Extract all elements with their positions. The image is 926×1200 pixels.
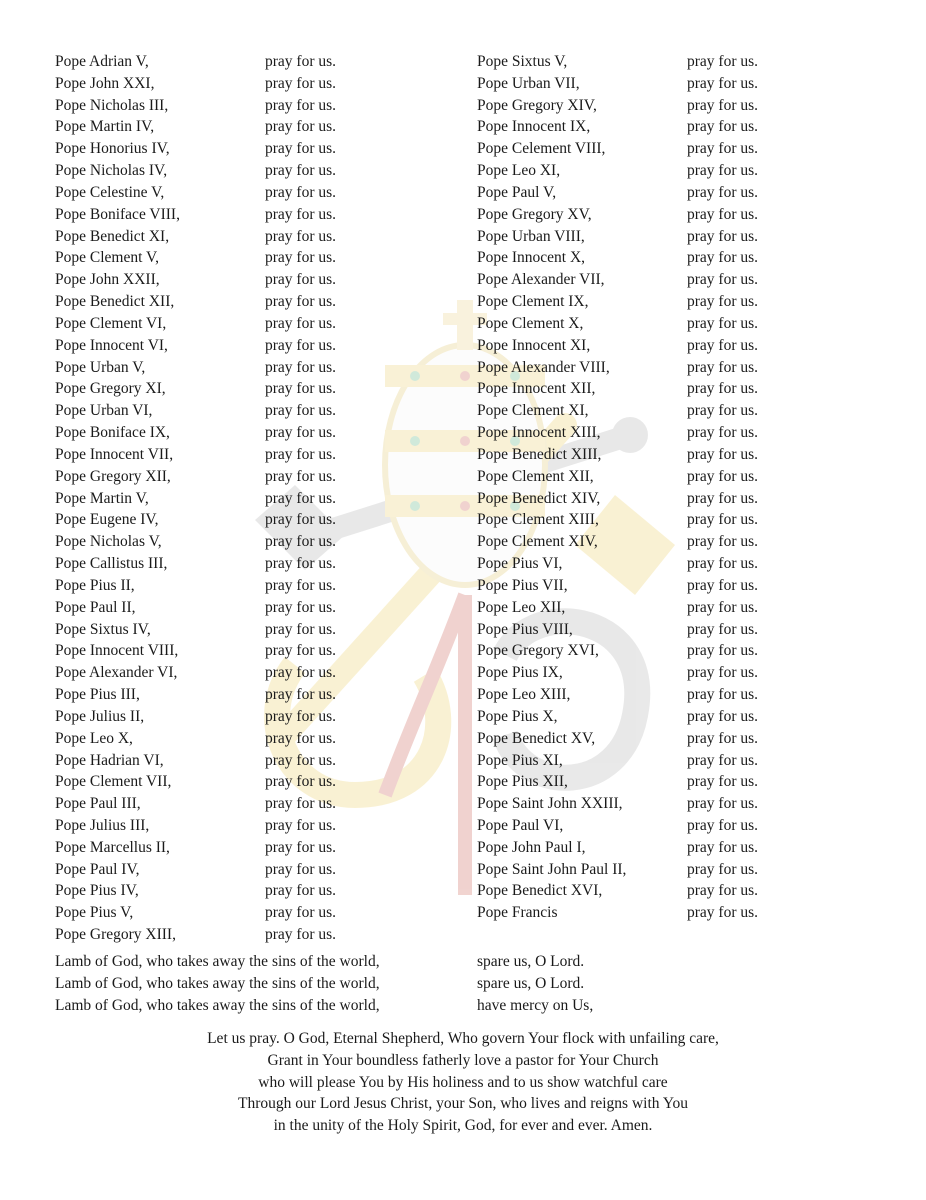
response: pray for us. (687, 467, 759, 485)
pope-name: Pope Innocent VII, (55, 445, 174, 463)
response: pray for us. (265, 96, 337, 114)
pope-name: Pope John XXII, (55, 271, 160, 289)
response: pray for us. (265, 424, 337, 442)
agnus-dei-response: have mercy on Us, (477, 996, 594, 1014)
response: pray for us. (265, 816, 337, 834)
pope-name: Pope Paul IV, (55, 860, 140, 878)
prayer-line: Grant in Your boundless fatherly love a pastor for Your Church (267, 1051, 659, 1069)
response: pray for us. (265, 74, 337, 92)
response: pray for us. (687, 620, 759, 638)
pope-name: Pope Eugene IV, (55, 511, 159, 529)
pope-name: Pope Honorius IV, (55, 140, 170, 158)
response: pray for us. (687, 183, 759, 201)
response: pray for us. (687, 511, 759, 529)
pope-name: Pope Leo XIII, (477, 686, 571, 704)
pope-name: Pope Benedict XI, (55, 227, 170, 245)
response: pray for us. (265, 838, 337, 856)
pope-name: Pope Urban VIII, (477, 227, 585, 245)
response: pray for us. (265, 467, 337, 485)
pope-name: Pope Francis (477, 904, 558, 922)
response: pray for us. (687, 686, 759, 704)
response: pray for us. (265, 249, 337, 267)
response: pray for us. (265, 205, 337, 223)
pope-name: Pope Pius IV, (55, 882, 139, 900)
response: pray for us. (265, 162, 337, 180)
response: pray for us. (687, 227, 759, 245)
response: pray for us. (687, 489, 759, 507)
pope-name: Pope Urban V, (55, 358, 146, 376)
pope-name: Pope Nicholas V, (55, 533, 162, 551)
response: pray for us. (687, 533, 759, 551)
response: pray for us. (265, 511, 337, 529)
pope-name: Pope Clement XIII, (477, 511, 599, 529)
pope-name: Pope Callistus III, (55, 555, 168, 573)
response: pray for us. (687, 642, 759, 660)
response: pray for us. (687, 445, 759, 463)
closing-prayer (0, 1028, 926, 1137)
pope-name: Pope Pius VIII, (477, 620, 573, 638)
pope-name: Pope Gregory XV, (477, 205, 592, 223)
agnus-dei-invocation: Lamb of God, who takes away the sins of the world, (55, 996, 380, 1014)
pope-name: Pope Benedict XIII, (477, 445, 602, 463)
pope-name: Pope Alexander VI, (55, 664, 178, 682)
pope-name: Pope Pius XI, (477, 751, 563, 769)
response: pray for us. (687, 882, 759, 900)
response: pray for us. (265, 598, 337, 616)
pope-name: Pope Martin IV, (55, 118, 155, 136)
response: pray for us. (265, 358, 337, 376)
pope-name: Pope Clement XII, (477, 467, 594, 485)
pope-name: Pope Innocent XIII, (477, 424, 601, 442)
prayer-line: Through our Lord Jesus Christ, your Son, who lives and reigns with You (238, 1095, 688, 1113)
pope-name: Pope Paul V, (477, 183, 557, 201)
response: pray for us. (265, 729, 337, 747)
pope-name: Pope Clement VII, (55, 773, 172, 791)
pope-name: Pope Pius III, (55, 686, 140, 704)
pope-name: Pope Gregory XVI, (477, 642, 599, 660)
response: pray for us. (265, 314, 337, 332)
response: pray for us. (265, 336, 337, 354)
response: pray for us. (687, 402, 759, 420)
pope-name: Pope Nicholas IV, (55, 162, 168, 180)
response: pray for us. (265, 620, 337, 638)
pope-name: Pope Paul VI, (477, 816, 564, 834)
prayer-line: in the unity of the Holy Spirit, God, for ever and ever. Amen. (273, 1117, 653, 1135)
pope-name: Pope Benedict XII, (55, 293, 175, 311)
pope-name: Pope Paul III, (55, 795, 141, 813)
pope-name: Pope Benedict XIV, (477, 489, 601, 507)
pope-name: Pope Pius VII, (477, 576, 568, 594)
agnus-dei-invocation: Lamb of God, who takes away the sins of the world, (55, 974, 380, 992)
response: pray for us. (265, 227, 337, 245)
pope-name: Pope Boniface VIII, (55, 205, 180, 223)
pope-name: Pope Pius II, (55, 576, 135, 594)
response: pray for us. (687, 53, 759, 70)
response: pray for us. (265, 293, 337, 311)
response: pray for us. (687, 314, 759, 332)
pope-name: Pope John Paul I, (477, 838, 586, 856)
response: pray for us. (687, 816, 759, 834)
pope-name: Pope Boniface IX, (55, 424, 170, 442)
pope-name: Pope Julius III, (55, 816, 150, 834)
agnus-dei-invocation: Lamb of God, who takes away the sins of the world, (55, 953, 380, 970)
pope-name: Pope Pius VI, (477, 555, 563, 573)
response: pray for us. (687, 358, 759, 376)
response: pray for us. (687, 162, 759, 180)
pope-name: Pope Pius XII, (477, 773, 568, 791)
pope-name: Pope Pius V, (55, 904, 134, 922)
pope-name: Pope Innocent VI, (55, 336, 168, 354)
response: pray for us. (687, 380, 759, 398)
response: pray for us. (687, 336, 759, 354)
pope-name: Pope Hadrian VI, (55, 751, 164, 769)
response: pray for us. (265, 555, 337, 573)
response: pray for us. (687, 424, 759, 442)
response: pray for us. (687, 576, 759, 594)
pope-name: Pope Gregory XIV, (477, 96, 597, 114)
response: pray for us. (687, 751, 759, 769)
response: pray for us. (265, 576, 337, 594)
pope-name: Pope Gregory XII, (55, 467, 171, 485)
pope-name: Pope Pius IX, (477, 664, 563, 682)
response: pray for us. (687, 271, 759, 289)
pope-name: Pope Innocent VIII, (55, 642, 179, 660)
pope-name: Pope Benedict XVI, (477, 882, 603, 900)
pope-name: Pope Martin V, (55, 489, 149, 507)
pope-name: Pope Clement X, (477, 314, 584, 332)
response: pray for us. (265, 882, 337, 900)
response: pray for us. (687, 795, 759, 813)
response: pray for us. (265, 926, 337, 944)
response: pray for us. (687, 249, 759, 267)
response: pray for us. (687, 74, 759, 92)
response: pray for us. (265, 707, 337, 725)
pope-name: Pope Innocent XI, (477, 336, 591, 354)
pope-name: Pope Pius X, (477, 707, 558, 725)
response: pray for us. (265, 795, 337, 813)
pope-name: Pope Alexander VIII, (477, 358, 610, 376)
pope-name: Pope Marcellus II, (55, 838, 170, 856)
pope-name: Pope Urban VI, (55, 402, 153, 420)
pope-name: Pope Nicholas III, (55, 96, 169, 114)
pope-name: Pope Adrian V, (55, 53, 149, 70)
pope-name: Pope Leo XI, (477, 162, 561, 180)
response: pray for us. (687, 555, 759, 573)
agnus-dei-response: spare us, O Lord. (477, 974, 585, 992)
pope-name: Pope Clement VI, (55, 314, 167, 332)
response: pray for us. (265, 489, 337, 507)
pope-name: Pope Clement IX, (477, 293, 589, 311)
response: pray for us. (265, 380, 337, 398)
pope-name: Pope Saint John XXIII, (477, 795, 623, 813)
pope-name: Pope Clement XIV, (477, 533, 598, 551)
pope-name: Pope Alexander VII, (477, 271, 605, 289)
response: pray for us. (265, 140, 337, 158)
response: pray for us. (265, 751, 337, 769)
pope-name: Pope Innocent IX, (477, 118, 591, 136)
pope-name: Pope Paul II, (55, 598, 136, 616)
pope-name: Pope Leo XII, (477, 598, 566, 616)
response: pray for us. (265, 533, 337, 551)
response: pray for us. (687, 904, 759, 922)
response: pray for us. (265, 686, 337, 704)
response: pray for us. (687, 205, 759, 223)
pope-name: Pope Sixtus V, (477, 53, 568, 70)
response: pray for us. (687, 838, 759, 856)
pope-name: Pope Leo X, (55, 729, 133, 747)
pope-name: Pope John XXI, (55, 74, 155, 92)
response: pray for us. (265, 271, 337, 289)
pope-name: Pope Sixtus IV, (55, 620, 151, 638)
prayer-line: Let us pray. O God, Eternal Shepherd, Who govern Your flock with unfailing care, (207, 1030, 719, 1047)
response: pray for us. (265, 53, 337, 70)
pope-name: Pope Innocent XII, (477, 380, 596, 398)
pope-name: Pope Urban VII, (477, 74, 580, 92)
pope-name: Pope Innocent X, (477, 249, 586, 267)
pope-name: Pope Celestine V, (55, 183, 165, 201)
pope-name: Pope Clement V, (55, 249, 160, 267)
response: pray for us. (265, 642, 337, 660)
pope-name: Pope Julius II, (55, 707, 145, 725)
response: pray for us. (265, 664, 337, 682)
response: pray for us. (687, 707, 759, 725)
response: pray for us. (687, 96, 759, 114)
response: pray for us. (687, 140, 759, 158)
agnus-dei-response: spare us, O Lord. (477, 953, 585, 970)
pope-name: Pope Benedict XV, (477, 729, 596, 747)
response: pray for us. (265, 118, 337, 136)
pope-name: Pope Clement XI, (477, 402, 589, 420)
response: pray for us. (687, 773, 759, 791)
response: pray for us. (265, 904, 337, 922)
pope-name: Pope Saint John Paul II, (477, 860, 627, 878)
response: pray for us. (265, 773, 337, 791)
response: pray for us. (687, 860, 759, 878)
prayer-line: who will please You by His holiness and to us show watchful care (258, 1073, 668, 1091)
pope-name: Pope Celement VIII, (477, 140, 606, 158)
response: pray for us. (687, 664, 759, 682)
pope-name: Pope Gregory XIII, (55, 926, 176, 944)
response: pray for us. (265, 183, 337, 201)
response: pray for us. (687, 598, 759, 616)
response: pray for us. (265, 402, 337, 420)
pope-name: Pope Gregory XI, (55, 380, 166, 398)
response: pray for us. (265, 445, 337, 463)
response: pray for us. (687, 729, 759, 747)
response: pray for us. (687, 293, 759, 311)
response: pray for us. (265, 860, 337, 878)
response: pray for us. (687, 118, 759, 136)
